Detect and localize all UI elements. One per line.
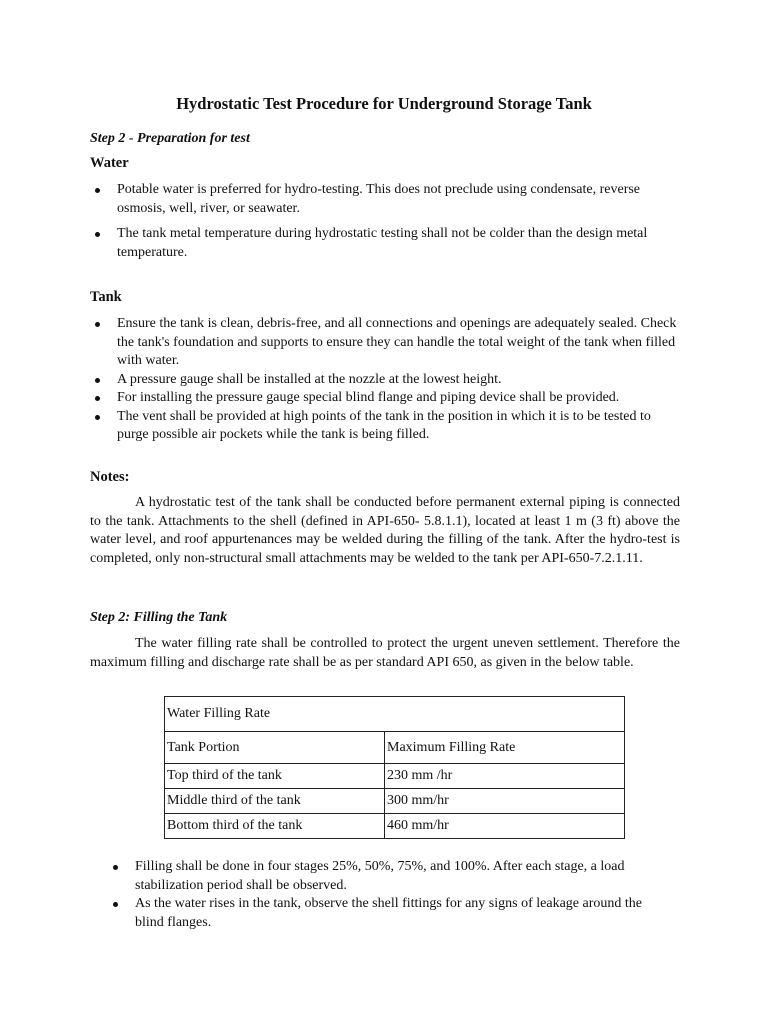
table-cell: 300 mm/hr (385, 789, 625, 814)
table-header-cell: Tank Portion (165, 732, 385, 764)
table-row (165, 814, 625, 839)
bullet-text: Filling shall be done in four stages 25%, 50%, 75%, and 100%. After each stage, a load stabilization period shall be observed. (135, 859, 625, 893)
water-bullet-list (90, 181, 670, 262)
bullet-text: Potable water is preferred for hydro-testing. This does not preclude using condensate, reverse osmosis, well, river, or seawater. (117, 182, 641, 216)
table-row (165, 764, 625, 789)
bullet-text: Ensure the tank is clean, debris-free, and all connections and openings are adequately sealed. Check the tank's foundation and supports to ensure they can handle the total weight of the tank when filled with water. (117, 316, 677, 368)
tank-heading: Tank (90, 289, 122, 305)
step-filling-heading: Step 2: Filling the Tank (90, 610, 228, 625)
list-item (90, 315, 680, 371)
bullet-icon (95, 322, 100, 327)
bullet-text: A pressure gauge shall be installed at the nozzle at the lowest height. (117, 371, 502, 387)
table-header-row (165, 732, 625, 764)
page-title: Hydrostatic Test Procedure for Underground Storage Tank (176, 94, 592, 113)
bullet-text: The vent shall be provided at high points of the tank in the position in which it is to be tested to purge possible air pockets while the tank is being filled. (117, 408, 651, 442)
table-caption: Water Filling Rate (165, 697, 625, 732)
notes-text: A hydrostatic test of the tank shall be conducted before permanent external piping is connected to the tank. Attachments to the shell (defined in API-650- 5.8.1.1), located at least 1 m (3 ft) above the water level, and roof appurtenances may be welded during the filling of the tank. After the hydro-test is completed, only non-structural small attachments may be welded to the tank per API-650-7.2.1.11. (90, 495, 680, 566)
bullet-icon (95, 378, 100, 383)
list-item (90, 225, 670, 262)
notes-paragraph (90, 494, 680, 568)
list-item (90, 371, 680, 390)
bullet-text: As the water rises in the tank, observe the shell fittings for any signs of leakage around the blind flanges. (135, 896, 642, 930)
table-cell: Middle third of the tank (165, 789, 385, 814)
table-header-cell: Maximum Filling Rate (385, 732, 625, 764)
table-cell: 460 mm/hr (385, 814, 625, 839)
water-heading: Water (90, 155, 129, 171)
table-cell: Top third of the tank (165, 764, 385, 789)
table-cell: 230 mm /hr (385, 764, 625, 789)
notes-heading: Notes: (90, 469, 130, 485)
bullet-icon (95, 396, 100, 401)
bullet-icon (113, 865, 118, 870)
list-item (108, 858, 668, 895)
list-item (90, 181, 670, 218)
bullet-text: For installing the pressure gauge special blind flange and piping device shall be provided. (117, 390, 620, 405)
table-row (165, 789, 625, 814)
table-caption-row (165, 697, 625, 732)
tank-bullet-list (90, 315, 680, 445)
final-bullet-list (108, 858, 668, 932)
bullet-text: The tank metal temperature during hydrostatic testing shall not be colder than the design metal temperature. (117, 226, 648, 260)
filling-paragraph (90, 635, 680, 672)
list-item (90, 408, 680, 445)
list-item (90, 389, 680, 408)
table-cell: Bottom third of the tank (165, 814, 385, 839)
filling-rate-table (164, 696, 625, 839)
bullet-icon (95, 415, 100, 420)
filling-text: The water filling rate shall be controlled to protect the urgent uneven settlement. Therefore the maximum filling and discharge rate shall be as per standard API 650, as given in the below table. (90, 636, 680, 670)
bullet-icon (95, 188, 100, 193)
step-preparation-heading: Step 2 - Preparation for test (90, 131, 250, 146)
list-item (108, 895, 668, 932)
bullet-icon (95, 232, 100, 237)
bullet-icon (113, 902, 118, 907)
